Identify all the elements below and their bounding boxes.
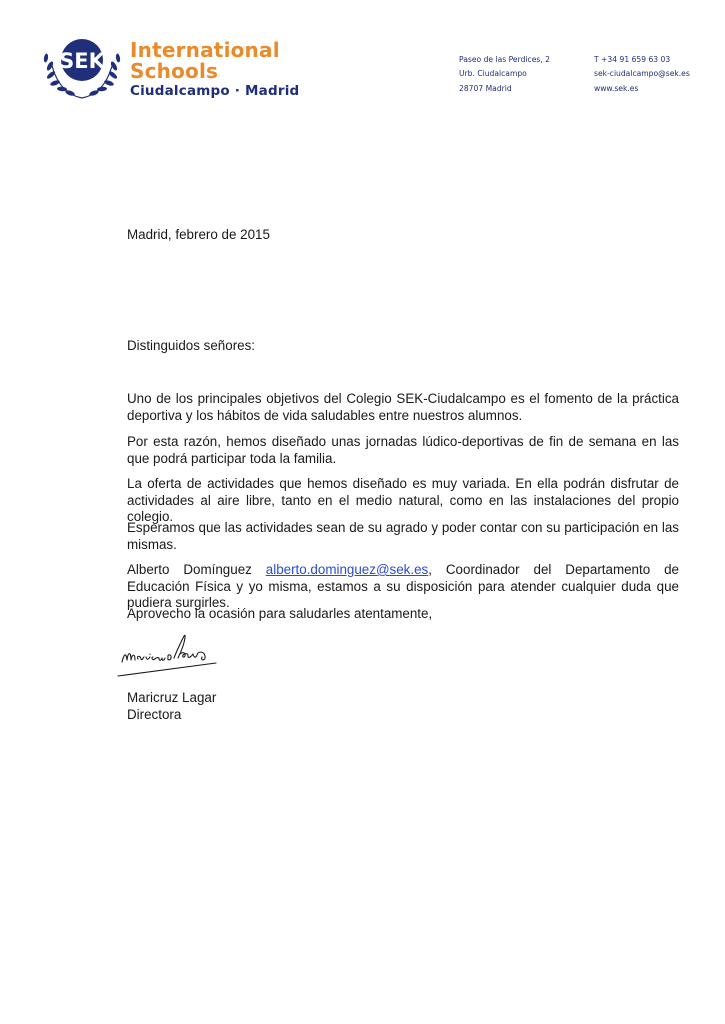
campus-line (130, 83, 299, 99)
campus-separator: · (234, 83, 241, 99)
contact-paragraph (127, 562, 679, 612)
body-paragraph: Uno de los principales objetivos del Colegio SEK-Ciudalcampo es el fomento de la práctica deportiva y los hábitos de vida saludables entre nuestros alumnos. (127, 391, 679, 423)
website-line: www.sek.es (594, 83, 639, 93)
salutation: Distinguidos señores: (127, 338, 256, 353)
school-name-line2: Schools (130, 59, 219, 83)
address-line: 28707 Madrid (459, 83, 512, 93)
email-line: sek-ciudalcampo@sek.es (594, 69, 690, 79)
body-paragraph: Por esta razón, hemos diseñado unas jornadas lúdico-deportivas de fin de semana en las que podrá participar toda la familia. (127, 434, 679, 466)
contact-paragraph-start: Alberto Domínguez (127, 562, 266, 577)
signatory-name: Maricruz Lagar (127, 690, 217, 705)
address-line: Urb. Ciudalcampo (459, 69, 527, 79)
contact-block (594, 53, 690, 96)
contact-paragraph-end: , Coordinador del Departamento de Educación Física y yo misma, estamos a su disposición para atender cualquier duda que pudiera surgirles. (127, 562, 679, 610)
signatory-title: Directora (127, 707, 182, 722)
school-name-line1: International (130, 38, 280, 62)
school-logo (42, 36, 300, 106)
school-name (130, 40, 280, 82)
email-link[interactable]: alberto.dominguez@sek.es (265, 562, 429, 577)
letter-date: Madrid, febrero de 2015 (127, 227, 270, 242)
logo-letters: SEK (59, 49, 105, 73)
closing-line: Aprovecho la ocasión para saludarles atentamente, (127, 606, 433, 621)
handwritten-signature (116, 630, 226, 684)
phone-line: T +34 91 659 63 03 (594, 55, 671, 64)
campus-city: Madrid (245, 83, 300, 99)
address-block (459, 53, 550, 96)
body-paragraph: La oferta de actividades que hemos diseñado es muy variada. En ella podrán disfrutar de actividades al aire libre, tanto en el medio natural, como en las instalaciones del propio colegio. (127, 476, 679, 524)
address-line: Paseo de las Perdices, 2 (459, 55, 550, 64)
laurel-crest-icon (42, 36, 132, 106)
campus-name: Ciudalcampo (130, 83, 230, 99)
body-paragraph: Esperamos que las actividades sean de su agrado y poder contar con su participación en las mismas. (127, 520, 679, 552)
